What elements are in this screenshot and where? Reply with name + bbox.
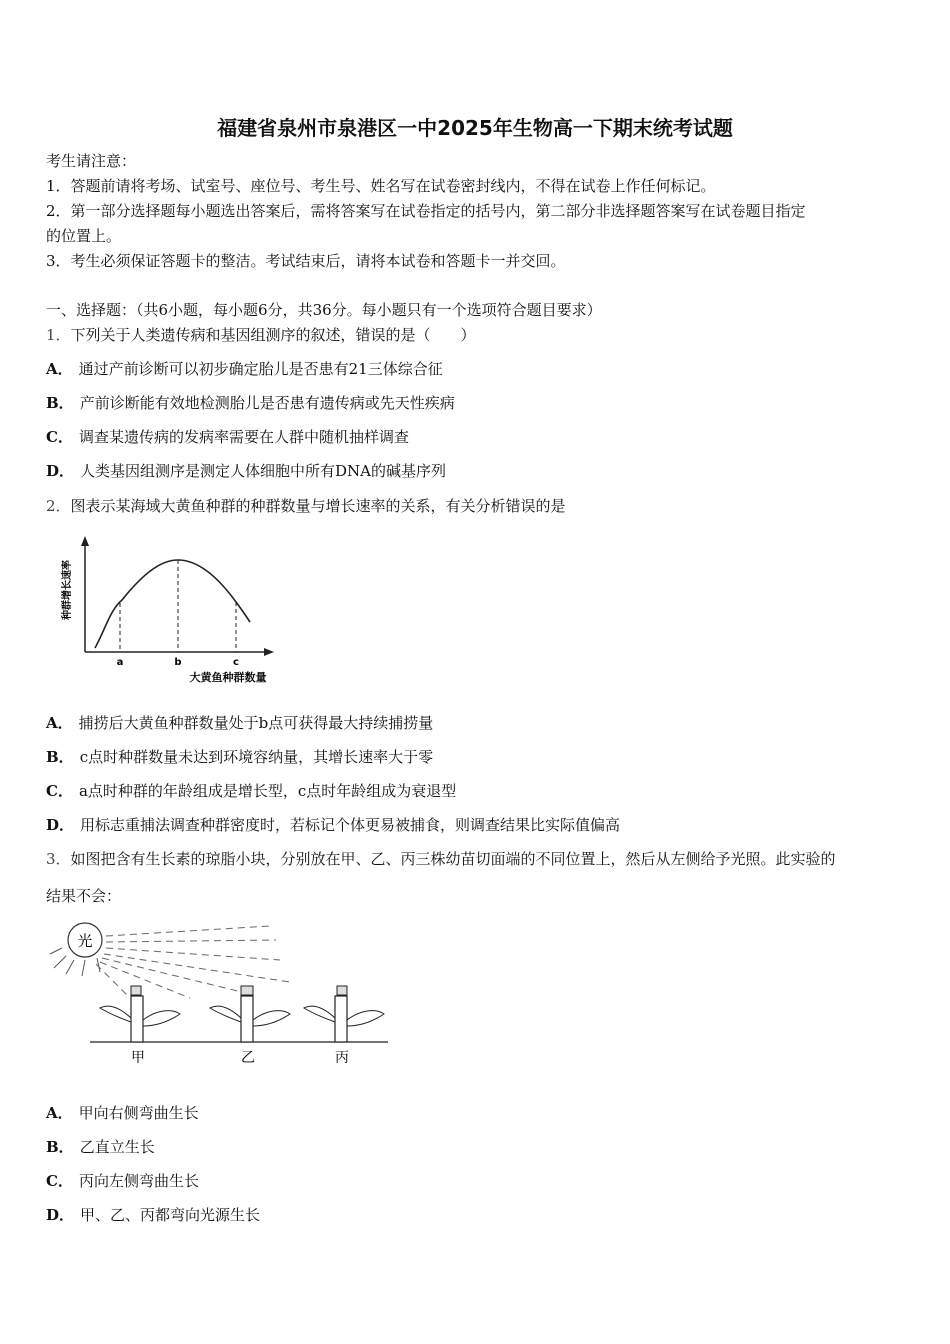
- option-letter: C．: [46, 1172, 73, 1190]
- y-axis-label: 种群增长速率: [62, 560, 73, 620]
- q2-option-d[interactable]: [46, 815, 620, 835]
- x-axis-arrow: [264, 648, 274, 656]
- option-letter: D．: [46, 462, 75, 480]
- q2-option-c[interactable]: [46, 781, 456, 801]
- option-text: 丙向左侧弯曲生长: [78, 1172, 199, 1190]
- tick-a: a: [116, 657, 124, 668]
- growth-curve: [95, 560, 250, 648]
- light-label: 光: [77, 932, 93, 950]
- question-number: 3．: [46, 850, 71, 868]
- option-letter: A．: [46, 1104, 73, 1122]
- page-title: 福建省泉州市泉港区一中2025年生物高一下期末统考试题: [217, 116, 733, 140]
- notice-heading: 考生请注意：: [46, 152, 137, 170]
- question-3-stem-cont: 结果不会：: [46, 887, 122, 905]
- q3-option-b[interactable]: [46, 1137, 155, 1157]
- option-text: 乙直立生长: [79, 1138, 155, 1156]
- y-axis-arrow: [81, 536, 89, 546]
- light-rays: [96, 926, 290, 998]
- option-text: 通过产前诊断可以初步确定胎儿是否患有21三体综合征: [78, 360, 443, 378]
- q2-option-b[interactable]: [46, 747, 433, 767]
- x-axis-label: 大黄鱼种群数量: [189, 671, 267, 684]
- notice-item-2: 2．第一部分选择题每小题选出答案后，需将答案写在试卷指定的括号内，第二部分非选择题答案写在试卷题目指定: [46, 202, 806, 220]
- tick-c: c: [233, 657, 239, 668]
- q1-option-d[interactable]: [46, 461, 446, 481]
- option-text: 捕捞后大黄鱼种群数量处于b点可获得最大持续捕捞量: [78, 714, 434, 732]
- option-text: 产前诊断能有效地检测胎儿是否患有遗传病或先天性疾病: [79, 394, 455, 412]
- notice-item-1: 1．答题前请将考场、试室号、座位号、考生号、姓名写在试卷密封线内，不得在试卷上作任何标记。: [46, 177, 716, 195]
- question-3-stem: [46, 849, 836, 869]
- option-text: c点时种群数量未达到环境容纳量，其增长速率大于零: [79, 748, 434, 766]
- option-letter: B．: [46, 748, 74, 766]
- seedling-jia: [100, 986, 180, 1042]
- notice-item-3: 3．考生必须保证答题卡的整洁。考试结束后，请将本试卷和答题卡一并交回。: [46, 252, 566, 270]
- option-text: 用标志重捕法调查种群密度时，若标记个体更易被捕食，则调查结果比实际值偏高: [80, 816, 621, 834]
- question-text: 图表示某海域大黄鱼种群的种群数量与增长速率的关系，有关分析错误的是: [70, 497, 566, 515]
- seedling-yi: [210, 986, 290, 1042]
- tick-b: b: [174, 657, 182, 668]
- option-text: 甲向右侧弯曲生长: [78, 1104, 199, 1122]
- option-text: 人类基因组测序是测定人体细胞中所有DNA的碱基序列: [80, 462, 447, 480]
- q1-option-a[interactable]: [46, 359, 443, 379]
- label-yi: 乙: [241, 1050, 255, 1066]
- question-2-stem: [46, 496, 566, 516]
- sun-rays: [50, 948, 100, 976]
- q3-option-a[interactable]: [46, 1103, 199, 1123]
- q2-option-a[interactable]: [46, 713, 433, 733]
- label-jia: 甲: [131, 1050, 145, 1066]
- seedling-bing: [304, 986, 384, 1042]
- label-bing: 丙: [335, 1050, 349, 1066]
- option-text: 甲、乙、丙都弯向光源生长: [80, 1206, 261, 1224]
- q3-option-c[interactable]: [46, 1171, 199, 1191]
- question-text: 如图把含有生长素的琼脂小块，分别放在甲、乙、丙三株幼苗切面端的不同位置上，然后从左侧给予光照。此实验的: [70, 850, 836, 868]
- option-letter: B．: [46, 394, 74, 412]
- q1-option-b[interactable]: [46, 393, 455, 413]
- option-letter: D．: [46, 1206, 75, 1224]
- option-letter: B．: [46, 1138, 74, 1156]
- option-text: 调查某遗传病的发病率需要在人群中随机抽样调查: [78, 428, 409, 446]
- section-heading: 一、选择题：（共6小题，每小题6分，共36分。每小题只有一个选项符合题目要求）: [46, 301, 602, 319]
- notice-item-2-cont: 的位置上。: [46, 227, 122, 245]
- option-letter: C．: [46, 782, 73, 800]
- question-number: 2．: [46, 497, 71, 515]
- growth-rate-figure: [50, 530, 290, 690]
- question-number: 1．: [46, 326, 71, 344]
- option-text: a点时种群的年龄组成是增长型，c点时年龄组成为衰退型: [78, 782, 457, 800]
- q1-option-c[interactable]: [46, 427, 409, 447]
- question-1-stem: [46, 325, 476, 345]
- option-letter: D．: [46, 816, 75, 834]
- option-letter: C．: [46, 428, 73, 446]
- q3-option-d[interactable]: [46, 1205, 260, 1225]
- option-letter: A．: [46, 714, 73, 732]
- seedling-figure: [40, 918, 400, 1068]
- question-text: 下列关于人类遗传病和基因组测序的叙述，错误的是（ ）: [70, 326, 476, 344]
- option-letter: A．: [46, 360, 73, 378]
